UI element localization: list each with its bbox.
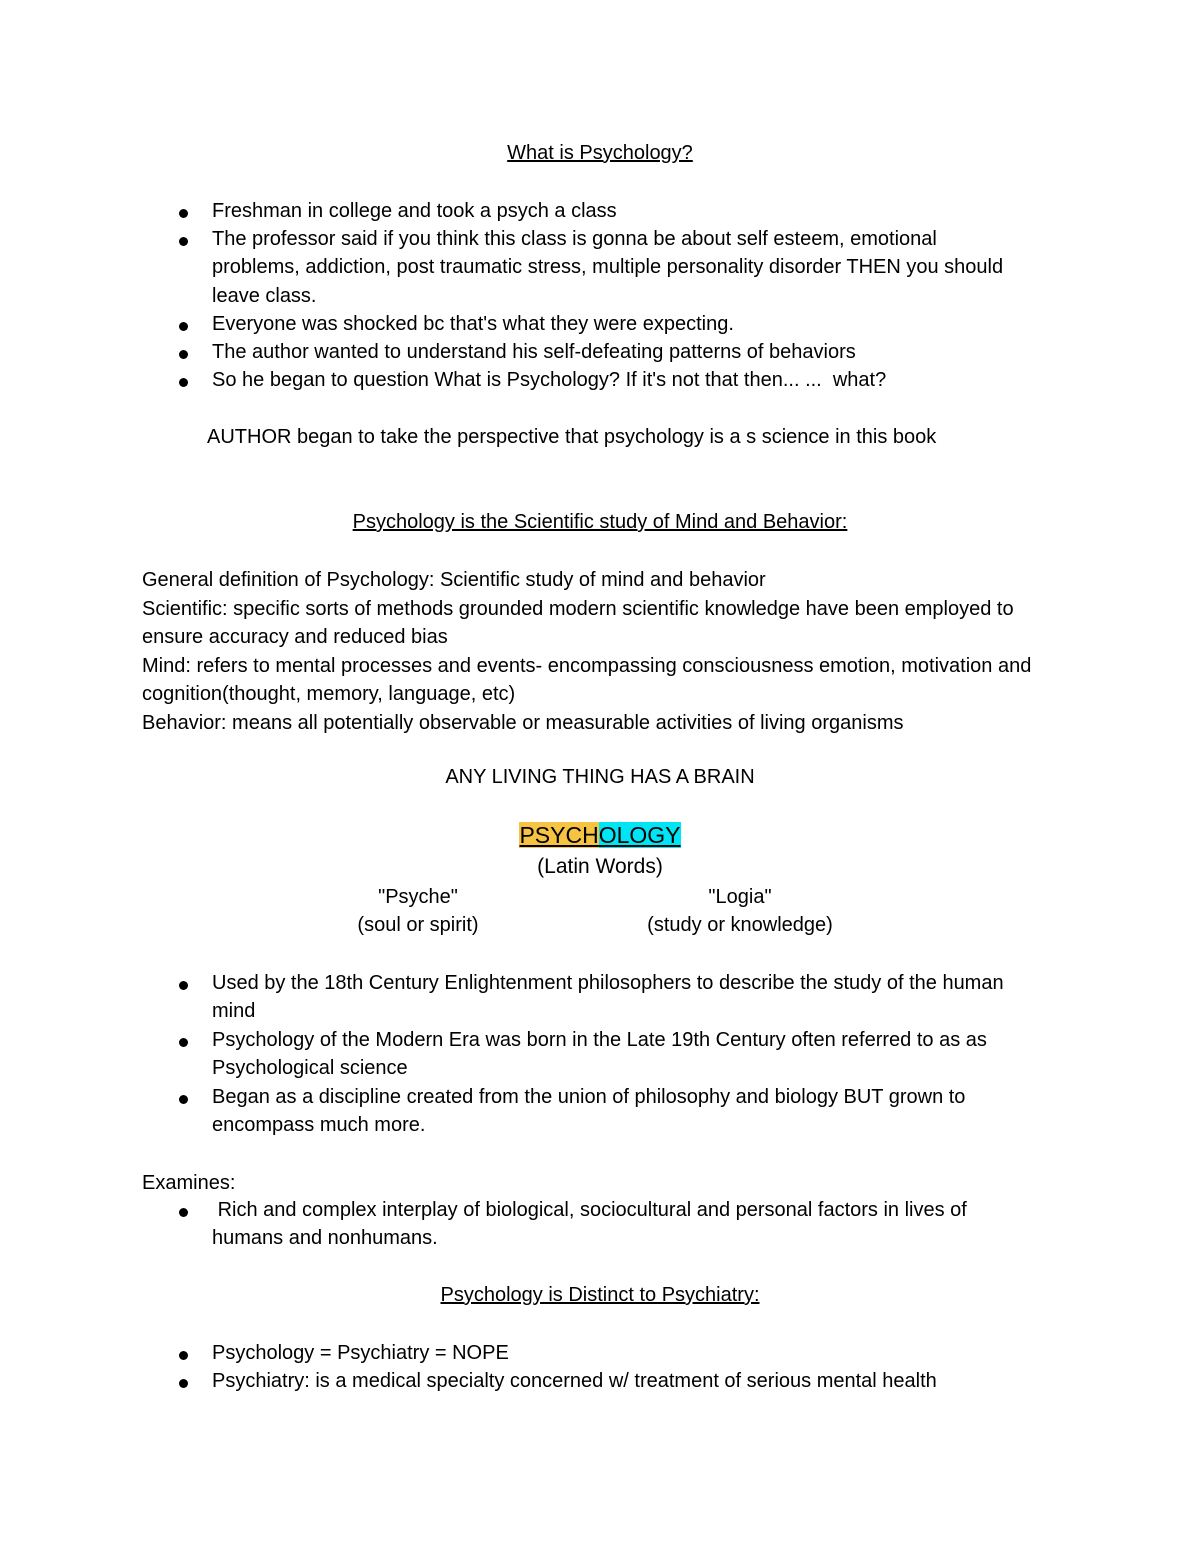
psyche-term: "Psyche" <box>378 886 458 908</box>
section-heading-psychiatry: Psychology is Distinct to Psychiatry: <box>440 1284 760 1306</box>
list-item: Used by the 18th Century Enlightenment philosophers to describe the study of the human mind <box>212 972 1004 1023</box>
bullet-icon <box>179 1351 188 1360</box>
definition-mind: Mind: refers to mental processes and events- encompassing consciousness emotion, motivation and cognition(thought, memory, language, etc) <box>142 655 1032 706</box>
latin-words-label: (Latin Words) <box>537 855 663 878</box>
bullet-icon <box>179 1208 188 1217</box>
bullet-icon <box>179 209 188 218</box>
list-item: Began as a discipline created from the union of philosophy and biology BUT grown to encompass much more. <box>212 1086 966 1137</box>
author-statement: AUTHOR began to take the perspective that psychology is a s science in this book <box>207 426 937 448</box>
bullet-icon <box>179 322 188 331</box>
bullet-icon <box>179 378 188 387</box>
bullet-icon <box>179 1379 188 1388</box>
list-item: Everyone was shocked bc that's what they were expecting. <box>212 313 734 335</box>
bullet-icon <box>179 237 188 246</box>
definition-behavior: Behavior: means all potentially observable or measurable activities of living organisms <box>142 712 904 734</box>
psychology-word <box>0 822 1200 849</box>
list-item: Psychiatry: is a medical specialty concerned w/ treatment of serious mental health <box>212 1370 937 1392</box>
psyche-meaning: (soul or spirit) <box>357 914 479 936</box>
psych-highlight: PSYCH <box>519 822 599 848</box>
section-heading-definition: Psychology is the Scientific study of Mind and Behavior: <box>352 511 848 533</box>
list-item: The author wanted to understand his self-defeating patterns of behaviors <box>212 341 856 363</box>
list-item: The professor said if you think this class is gonna be about self esteem, emotional problems, addiction, post traumatic stress, multiple personality disorder THEN you should leave class. <box>212 228 1004 307</box>
logia-term: "Logia" <box>708 886 772 908</box>
bullet-icon <box>179 1038 188 1047</box>
list-item: So he began to question What is Psychology? If it's not that then... ... what? <box>212 369 887 391</box>
list-item: Rich and complex interplay of biological, sociocultural and personal factors in lives of humans and nonhumans. <box>212 1199 973 1250</box>
bullet-icon <box>179 350 188 359</box>
list-item: Psychology = Psychiatry = NOPE <box>212 1342 509 1364</box>
bullet-icon <box>179 1095 188 1104</box>
logia-meaning: (study or knowledge) <box>647 914 833 936</box>
list-item: Psychology of the Modern Era was born in the Late 19th Century often referred to as as Psychological science <box>212 1029 987 1080</box>
definition-general: General definition of Psychology: Scientific study of mind and behavior <box>142 569 766 591</box>
bullet-icon <box>179 981 188 990</box>
page-title: What is Psychology? <box>507 142 693 164</box>
definition-scientific: Scientific: specific sorts of methods grounded modern scientific knowledge have been employed to ensure accuracy and reduced bias <box>142 598 1014 649</box>
ology-highlight: OLOGY <box>598 822 681 848</box>
examines-label: Examines: <box>142 1172 236 1194</box>
list-item: Freshman in college and took a psych a class <box>212 200 617 222</box>
brain-statement: ANY LIVING THING HAS A BRAIN <box>445 766 755 788</box>
